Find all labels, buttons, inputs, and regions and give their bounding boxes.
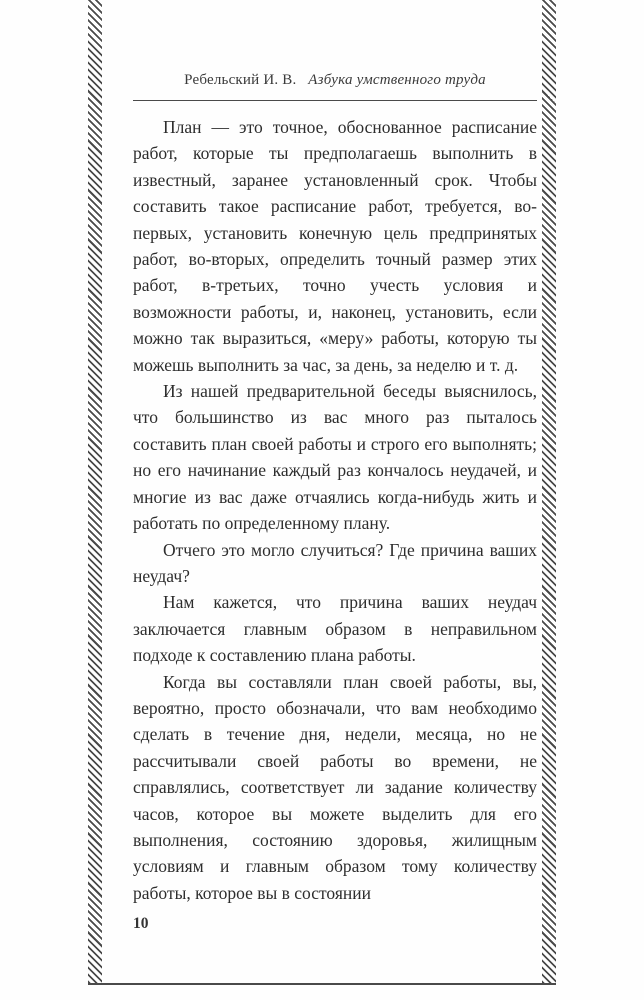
header-book-title: Азбука умственного труда — [308, 72, 486, 88]
paragraph: Из нашей предварительной беседы выяснилось, что большинство из вас много раз пыталось составить план своей работы и строго его выполнять; но его начинание каждый раз кончалось неудачей, и многие из вас даже отчаялись когда-нибудь жить и работать по определенному плану. — [133, 381, 537, 534]
header-author: Ребельский И. В. — [184, 72, 297, 88]
running-header — [133, 72, 537, 89]
paragraph: Нам кажется, что причина ваших неудач заключается главным образом в неправильном подходе к составлению плана работы. — [133, 592, 537, 666]
header-spacer — [300, 72, 304, 88]
bottom-border-rule — [88, 983, 556, 985]
paragraph: План — это точное, обоснованное расписание работ, которые ты предполагаешь выполнить в известный, заранее установленный срок. Чтобы составить такое расписание работ, требуется, во-первых, установить конечную цель предпринятых работ, во-вторых, определить точный размер этих работ, в-третьих, точно учесть условия и возможности работы, и, наконец, установить, если можно так выразиться, «меру» работы, которую ты можешь выполнить за час, за день, за неделю и т. д. — [133, 117, 537, 375]
body-text — [133, 114, 537, 906]
page-number: 10 — [133, 915, 149, 932]
header-divider — [133, 100, 537, 101]
left-border-ornament — [88, 0, 102, 983]
right-border-ornament — [542, 0, 556, 983]
paragraph: Когда вы составляли план своей работы, вы, вероятно, просто обозначали, что вам необходимо сделать в течение дня, недели, месяца, но не рассчитывали своей работы во времени, не справлялись, соответствует ли задание количеству часов, которое вы можете выделить для его выполнения, состоянию здоровья, жилищным условиям и главным образом тому количеству работы, которое вы в состоянии — [133, 671, 537, 903]
paragraph: Отчего это могло случиться? Где причина ваших неудач? — [133, 539, 537, 586]
